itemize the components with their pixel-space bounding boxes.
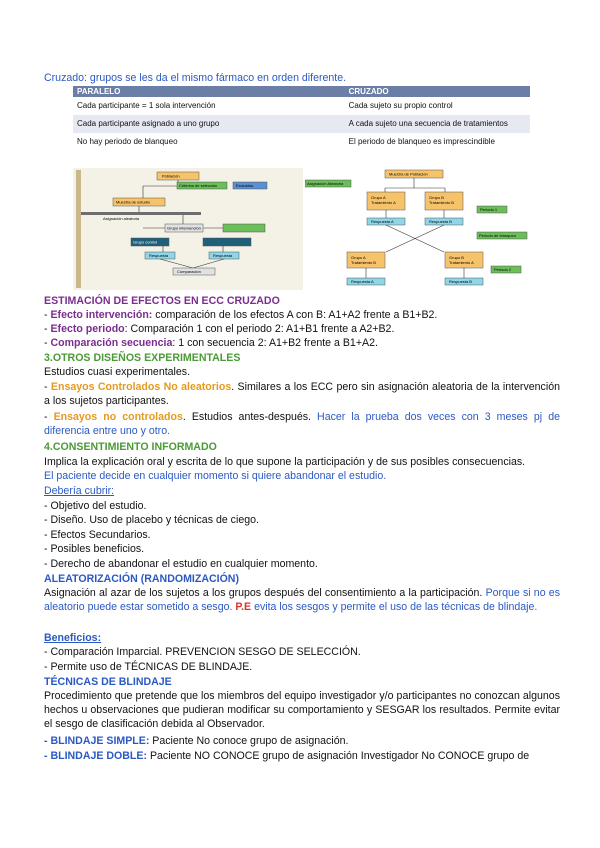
paragraph-note: El paciente decide en cualquier momento si quiere abandonar el estudio. bbox=[44, 470, 387, 482]
table-cell: Cada participante = 1 sola intervención bbox=[77, 101, 216, 110]
term-label: Comparación secuencia bbox=[50, 337, 173, 349]
term-label: - BLINDAJE DOBLE: bbox=[44, 750, 147, 762]
diagram-text: Excluidos bbox=[236, 183, 254, 188]
term-label: - BLINDAJE SIMPLE: bbox=[44, 735, 150, 747]
intro-text: Cruzado: grupos se les da el mismo fármaco en orden diferente. bbox=[44, 72, 347, 84]
table-cell: El periodo de blanqueo es imprescindible bbox=[348, 137, 495, 146]
term-label: Ensayos Controlados No aleatorios bbox=[50, 381, 232, 393]
paragraph-note: Porque si no es aleatorio puede estar sometido a sesgo. bbox=[44, 587, 560, 613]
list-item bbox=[44, 749, 560, 763]
paragraph-text: Asignación al azar de los sujetos a los grupos después del consentimiento a la participación. bbox=[44, 587, 486, 599]
list-item bbox=[44, 734, 560, 748]
list-item: - Permite uso de TÉCNICAS DE BLINDAJE. bbox=[44, 661, 253, 673]
diagram-text: Grupo intervención bbox=[167, 225, 201, 231]
term-text: Paciente NO CONOCE grupo de asignación Investigador No CONOCE grupo de bbox=[147, 750, 530, 762]
diagram-text: Grupo control bbox=[133, 239, 158, 245]
list-item: - Diseño. Uso de placebo y técnicas de ciego. bbox=[44, 514, 259, 526]
term-text: Paciente No conoce grupo de asignación. bbox=[149, 735, 349, 747]
header-paralelo: PARALELO bbox=[77, 87, 121, 96]
diagram-text: Muestra de estudio bbox=[116, 199, 151, 205]
term-text: . Similares a los ECC pero sin asignación aleatoria de la intervención a los sujetos participantes. bbox=[44, 381, 560, 407]
table-cell: Cada sujeto su propio control bbox=[348, 101, 453, 110]
paragraph-note: evita los sesgos y permite el uso de las técnicas de blindaje. bbox=[251, 601, 538, 613]
list-item: - Comparación Imparcial. PREVENCION SESGO DE SELECCIÓN. bbox=[44, 646, 361, 658]
paragraph: Procedimiento que pretende que los miembros del equipo investigador y/o participantes no conozcan algunos hechos u observaciones que pudieran modificar su comportamiento y SESGAR los resultados. Permite evitar el sesgo de clasificación debida al Observador. bbox=[44, 690, 560, 730]
diagram-text: Grupo B Tratamiento A bbox=[449, 255, 474, 265]
diagram-box-random bbox=[81, 212, 201, 215]
section-title-otros: 3.OTROS DISEÑOS EXPERIMENTALES bbox=[44, 352, 241, 364]
section-title-estimacion: ESTIMACIÓN DE EFECTOS EN ECC CRUZADO bbox=[44, 295, 280, 307]
table-row bbox=[73, 115, 530, 133]
term-label: Efecto intervención: bbox=[50, 309, 153, 321]
parallel-design-diagram bbox=[73, 168, 303, 290]
subheading: Debería cubrir: bbox=[44, 485, 115, 497]
diagram-text: Población bbox=[162, 173, 180, 179]
diagram-text: Comparación bbox=[177, 269, 201, 274]
diagram-text: Respuesta A bbox=[351, 279, 374, 284]
table-cell: No hay periodo de blanqueo bbox=[77, 137, 178, 146]
list-item: - Posibles beneficios. bbox=[44, 543, 145, 555]
section-title-aleatorizacion: ALEATORIZACIÓN (RANDOMIZACIÓN) bbox=[44, 573, 239, 585]
comparison-table bbox=[73, 86, 530, 151]
paragraph: Implica la explicación oral y escrita de lo que supone la participación y de sus posibles consecuencias. bbox=[44, 456, 526, 468]
diagram-text: Periodo 2 bbox=[494, 267, 512, 272]
diagram-text: Asignación aleatoria bbox=[103, 216, 140, 221]
subheading: Beneficios: bbox=[44, 632, 102, 644]
abbrev-pe: P.E bbox=[235, 601, 252, 613]
section-title-consentimiento: 4.CONSENTIMIENTO INFORMADO bbox=[44, 441, 217, 453]
list-item: - Comparación secuencia: 1 con secuencia 2: A1+B2 frente a B1+A2. bbox=[44, 337, 378, 349]
paragraph: - Ensayos Controlados No aleatorios. Similares a los ECC pero sin asignación aleatoria de la intervención a los sujetos participantes. bbox=[44, 381, 560, 407]
term-note: Hacer la prueba dos veces con 3 meses pj de diferencia entre uno y otro. bbox=[44, 411, 560, 437]
paragraph bbox=[44, 586, 560, 614]
diagram-text: Grupo B Tratamiento B bbox=[429, 195, 454, 205]
term-label: Ensayos no controlados bbox=[53, 411, 183, 423]
list-item: - Efecto intervención: comparación de los efectos A con B: A1+A2 frente a B1+B2. bbox=[44, 309, 438, 321]
diagram-text: Respuesta bbox=[213, 253, 233, 258]
list-item: - Derecho de abandonar el estudio en cualquier momento. bbox=[44, 558, 318, 570]
table-cell: Cada participante asignado a uno grupo bbox=[77, 119, 220, 128]
diagram-text: Respuesta B bbox=[449, 279, 472, 284]
diagram-text: Respuesta A bbox=[371, 219, 394, 224]
term-text: : Comparación 1 con el periodo 2: A1+B1 frente a A2+B2. bbox=[124, 323, 395, 335]
diagram-text: Asignación Aleatoria bbox=[307, 181, 344, 186]
diagram-text: Muestra de Población bbox=[389, 171, 428, 177]
diagram-box-dark bbox=[203, 238, 251, 246]
diagram-text: Periodo 1 bbox=[480, 207, 498, 212]
crossover-design-diagram bbox=[305, 168, 535, 290]
diagram-text: Grupo A Tratamiento A bbox=[371, 195, 396, 205]
diagram-box-intervention bbox=[223, 224, 265, 232]
section-title-blindaje: TÉCNICAS DE BLINDAJE bbox=[44, 676, 172, 688]
table-row bbox=[73, 133, 530, 151]
diagram-text: Respuesta B bbox=[429, 219, 452, 224]
list-item: - Efecto periodo: Comparación 1 con el periodo 2: A1+B1 frente a A2+B2. bbox=[44, 323, 395, 335]
table-header bbox=[73, 86, 530, 97]
paragraph: - Ensayos no controlados. Estudios antes-después. Hacer la prueba dos veces con 3 meses pj de diferencia entre uno y otro. bbox=[44, 411, 560, 437]
diagram-text: Grupo A Tratamiento B bbox=[351, 255, 376, 265]
table-cell: A cada sujeto una secuencia de tratamientos bbox=[348, 119, 508, 128]
term-text: : 1 con secuencia 2: A1+B2 frente a B1+A2. bbox=[172, 337, 378, 349]
list-item: - Efectos Secundarios. bbox=[44, 529, 151, 541]
diagram-text: Criterios de selección bbox=[179, 183, 218, 188]
term-text: comparación de los efectos A con B: A1+A2 frente a B1+B2. bbox=[152, 309, 438, 321]
term-text: . Estudios antes-después. bbox=[182, 411, 318, 423]
list-item: - Objetivo del estudio. bbox=[44, 500, 147, 512]
diagram-text: Periodo de blanqueo bbox=[479, 233, 516, 238]
diagram-text: Respuesta bbox=[149, 253, 169, 258]
term-label: Efecto periodo bbox=[50, 323, 125, 335]
paragraph: Estudios cuasi experimentales. bbox=[44, 366, 191, 378]
header-cruzado: CRUZADO bbox=[348, 87, 389, 96]
table-row bbox=[73, 97, 530, 115]
